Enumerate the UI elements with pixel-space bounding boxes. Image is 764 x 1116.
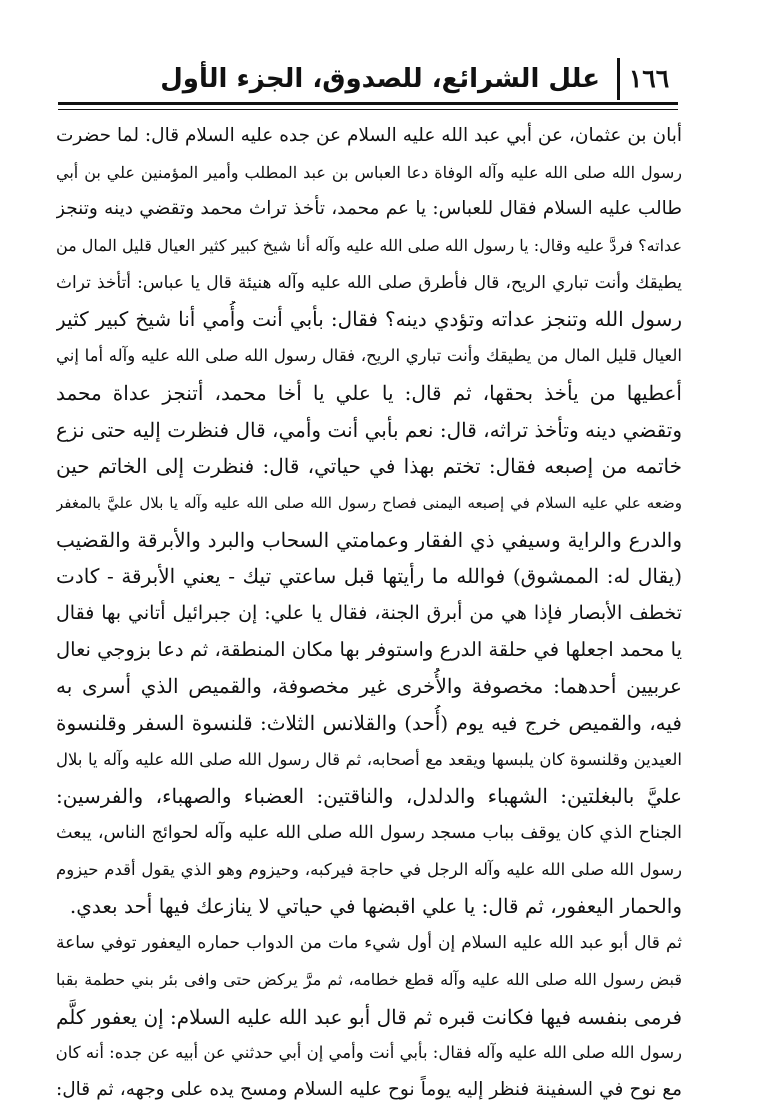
text-line: والحمار اليعفور، ثم قال: يا علي اقبضها في حياتي لا ينازعك فيها أحد بعدي.	[69, 894, 682, 919]
text-line: وضعه علي عليه السلام في إصبعه اليمنى فصاح رسول الله صلى الله عليه وآله يا بلال عليَّ بالمغفر	[56, 493, 682, 512]
text-line: والدرع والراية وسيفي ذي الفقار وعمامتي السحاب والبرد والأبرقة والقضيب	[56, 527, 682, 552]
text-line: عليَّ بالبغلتين: الشهباء والدلدل، والناقتين: العضباء والصهباء، والفرسين:	[56, 784, 682, 809]
text-line: فيه، والقميص خرج فيه يوم (أُحد) والقلانس الثلاث: قلنسوة السفر وقلنسوة	[56, 711, 682, 735]
text-line: يا محمد اجعلها في حلقة الدرع واستوفر بها مكان المنطقة، ثم دعا بزوجي نعال	[56, 637, 682, 661]
text-line: رسول الله صلى الله عليه وآله الوفاة دعا العباس بن عبد المطلب وأمير المؤمنين علي بن أبي	[56, 162, 682, 182]
text-line: ثم قال أبو عبد الله عليه السلام إن أول شيء مات من الدواب حماره اليعفور توفي ساعة	[56, 933, 682, 954]
text-line: مع نوح في السفينة فنظر إليه يوماً نوح عليه السلام ومسح يده على وجهه، ثم قال:	[56, 1078, 682, 1100]
text-line: يطيقك وأنت تباري الريح، قال فأطرق صلى الله عليه وآله هنيئة قال يا عباس: أتأخذ تراث	[56, 272, 682, 293]
text-line: قبض رسول الله صلى الله عليه وآله قطع خطامه، ثم مرَّ يركض حتى وافى بئر بني حطمة بقبا	[56, 969, 682, 989]
text-line: خاتمه من إصبعه فقال: تختم بهذا في حياتي، قال: فنظرت إلى الخاتم حين	[56, 454, 682, 479]
page-header	[58, 58, 678, 104]
text-line: العيدين وقلنسوة كان يلبسها ويقعد مع أصحابه، ثم قال رسول الله صلى الله عليه وآله يا بلال	[56, 749, 682, 769]
text-line: رسول الله صلى الله عليه وآله فقال: بأبي أنت وأمي إن أبي حدثني عن أبيه عن جده: أنه كان	[56, 1043, 682, 1063]
text-line: رسول الله وتنجز عداته وتؤدي دينه؟ فقال: بأبي أنت وأُمي أنا شيخ كبير كثير	[56, 307, 682, 332]
text-line: طالب عليه السلام فقال للعباس: يا عم محمد، تأخذ تراث محمد وتقضي دينه وتنجز	[56, 198, 682, 220]
header-rule	[58, 102, 678, 105]
text-line: عداته؟ فردَّ عليه وقال: يا رسول الله صلى الله عليه وآله أنا شيخ كبير كثير العيال قليل المال من	[56, 236, 682, 256]
text-line: أعطيها من يأخذ بحقها، ثم قال: يا علي يا أخا محمد، أتنجز عداة محمد	[56, 380, 682, 405]
text-line: تخطف الأبصار فإذا هي من أبرق الجنة، فقال يا علي: إن جبرائيل أتاني بها فقال	[56, 601, 682, 624]
text-line: العيال قليل المال من يطيقك وأنت تباري الريح، فقال رسول الله صلى الله عليه وآله أما إني	[56, 346, 682, 366]
running-title: علل الشرائع، للصدوق، الجزء الأول	[160, 64, 600, 94]
page-number: ١٦٦	[617, 58, 678, 100]
text-line: عربيين أحدهما: مخصوفة والأُخرى غير مخصوفة، والقميص الذي أسرى به	[56, 674, 682, 699]
text-line: أبان بن عثمان، عن أبي عبد الله عليه السلام عن جده عليه السلام قال: لما حضرت	[56, 125, 682, 146]
text-line: فرمى بنفسه فيها فكانت قبره ثم قال أبو عبد الله عليه السلام: إن يعفور كلَّم	[56, 1004, 682, 1029]
header-rule-thin	[58, 109, 678, 110]
body-text	[56, 118, 682, 1109]
text-line: وتقضي دينه وتأخذ تراثه، قال: نعم بأبي أنت وأمي، قال فنظرت إليه حتى نزع	[56, 417, 682, 442]
text-line: رسول الله صلى الله عليه وآله الرجل في حاجة فيركبه، وحيزوم وهو الذي يقول أقدم حيزوم	[56, 859, 682, 879]
text-line: الجناح الذي كان يوقف بباب مسجد رسول الله صلى الله عليه وآله لحوائج الناس، يبعث	[56, 823, 682, 844]
text-line: (يقال له: الممشوق) فوالله ما رأيتها قبل ساعتي تيك - يعني الأبرقة - كادت	[56, 564, 682, 589]
